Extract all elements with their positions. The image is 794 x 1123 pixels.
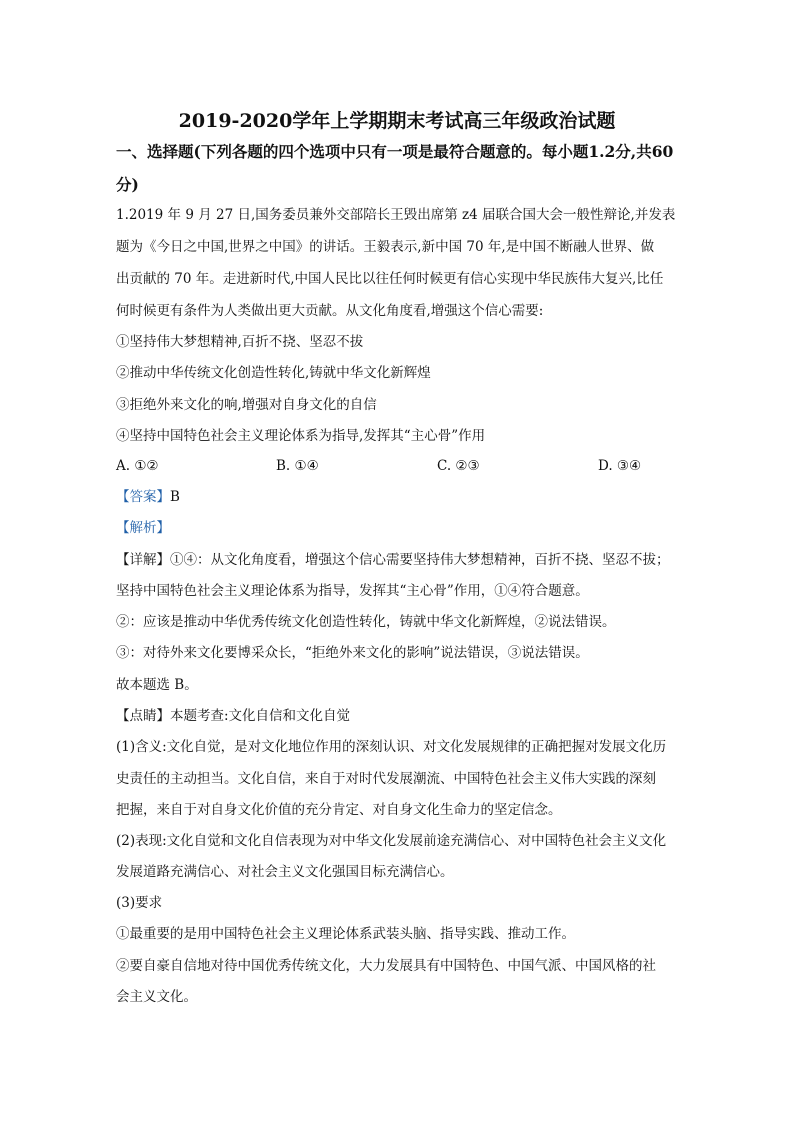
statement-1: ①坚持伟大梦想精神,百折不挠、坚忍不拔 <box>116 334 364 350</box>
comment-line: (1)含义:文化自觉，是对文化地位作用的深刻认识、对文化发展规律的正确把握对发展文化历 <box>116 739 667 755</box>
question-stem-line: 1.2019 年 9 月 27 日,国务委员兼外交部陪长王毁出席第 z4 届联合国大会一般性辩论,并发表 <box>116 207 676 223</box>
option-b: B. ①④ <box>276 458 319 474</box>
option-c: C. ②③ <box>437 458 480 474</box>
answer-label: 【答案】 <box>116 489 170 505</box>
comment-line: 发展道路充满信心、对社会主义文化强国目标充满信心。 <box>116 864 454 880</box>
comment-line: 会主义文化。 <box>116 989 197 1005</box>
statement-4: ④坚持中国特色社会主义理论体系为指导,发挥其“主心骨”作用 <box>116 428 486 444</box>
option-d: D. ③④ <box>598 458 642 474</box>
section-heading-cont: 分) <box>116 175 139 194</box>
option-a: A. ①② <box>116 458 159 474</box>
question-stem-line: 何时候更有条件为人类做出更大贡献。从文化角度看,增强这个信心需要: <box>116 303 544 319</box>
statement-3: ③拒绝外来文化的响,增强对自身文化的自信 <box>116 397 377 413</box>
comment-line: 【点睛】本题考查:文化自信和文化自觉 <box>116 708 351 724</box>
section-heading: 一、选择题(下列各题的四个选项中只有一项是最符合题意的。每小题1.2分,共60 <box>116 142 674 161</box>
answer <box>116 488 180 506</box>
detail-line: 坚持中国特色社会主义理论体系为指导，发挥其“主心骨”作用，①④符合题意。 <box>116 583 589 599</box>
comment-line: ①最重要的是用中国特色社会主义理论体系武装头脑、指导实践、推动工作。 <box>116 926 575 942</box>
answer-value: B <box>170 489 180 505</box>
comment-line: 把握，来自于对自身文化价值的充分肯定、对自身文化生命力的坚定信念。 <box>116 802 562 818</box>
comment-line: (2)表现:文化自觉和文化自信表现为对中华文化发展前途充满信心、对中国特色社会主义文化 <box>116 833 667 849</box>
detail-line: 故本题选 B。 <box>116 677 198 693</box>
question-stem-line: 题为《今日之中国,世界之中国》的讲话。王毅表示,新中国 70 年,是中国不断融人世界、做 <box>116 239 655 255</box>
detail-line: ②：应该是推动中华优秀传统文化创造性转化，铸就中华文化新辉煌，②说法错误。 <box>116 614 616 630</box>
detail-line: ③：对待外来文化要博采众长，“拒绝外来文化的影响”说法错误，③说法错误。 <box>116 645 589 661</box>
detail-line: 【详解】①④：从文化角度看，增强这个信心需要坚持伟大梦想精神，百折不挠、坚忍不拔； <box>116 552 670 568</box>
page-title: 2019-2020学年上学期期末考试高三年级政治试题 <box>178 110 616 132</box>
comment-line: (3)要求 <box>116 895 163 911</box>
statement-2: ②推动中华传统文化创造性转化,铸就中华文化新辉煌 <box>116 365 431 381</box>
question-stem-line: 出贡献的 70 年。走进新时代,中国人民比以往任何时候更有信心实现中华民族伟大复兴,比任 <box>116 271 664 287</box>
comment-line: ②要自豪自信地对待中国优秀传统文化，大力发展具有中国特色、中国气派、中国风格的社 <box>116 958 656 974</box>
comment-line: 史责任的主动担当。文化自信，来自于对时代发展潮流、中国特色社会主义伟大实践的深刻 <box>116 771 656 787</box>
analysis-label: 【解析】 <box>116 520 170 536</box>
